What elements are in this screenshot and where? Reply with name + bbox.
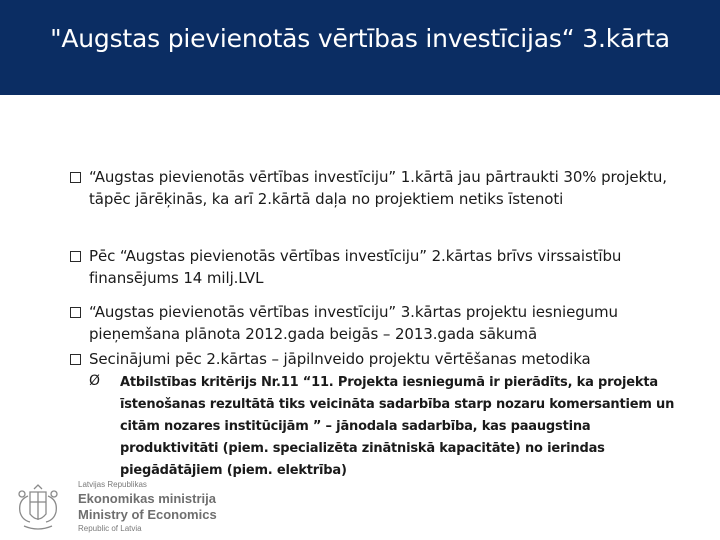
logo-ministry-lv: Ekonomikas ministrija	[78, 491, 216, 506]
square-bullet-icon	[70, 172, 81, 183]
bullet-text: Pēc “Augstas pievienotās vērtības investīciju” 2.kārtas brīvs virssaistību finansējums 14 milj.LVL	[89, 247, 622, 287]
logo-bottom-line: Republic of Latvia	[78, 524, 142, 533]
square-bullet-icon	[70, 251, 81, 262]
arrow-bullet-icon: Ø	[89, 373, 101, 389]
sub-bullet-text: Atbilstības kritērijs Nr.11 “11. Projekta iesniegumā ir pierādīts, ka projekta īstenošanas rezultātā tiks veicināta sadarbība starp nozaru komersantiem un citām nozares institūcijām ” – jānodala sadarbība, kas paaugstina produktivitāti (piem. specializēta zinātniskā kapacitāte) no ierindas piegādātājiem (piem. elektrība)	[120, 375, 675, 478]
square-bullet-icon	[70, 354, 81, 365]
logo-ministry-en: Ministry of Economics	[78, 507, 217, 522]
square-bullet-icon	[70, 307, 81, 318]
ministry-logo	[8, 470, 248, 535]
logo-top-line: Latvijas Republikas	[78, 480, 147, 489]
bullet-text: “Augstas pievienotās vērtības investīciju” 1.kārtā jau pārtraukti 30% projektu, tāpēc jārēķinās, ka arī 2.kārtā daļa no projektiem netiks īstenoti	[89, 168, 667, 208]
bullet-text: Secinājumi pēc 2.kārtas – jāpilnveido projektu vērtēšanas metodika	[89, 350, 591, 368]
slide-title: "Augstas pievienotās vērtības investīcijas“ 3.kārta	[50, 24, 670, 53]
coat-of-arms-icon	[8, 484, 68, 534]
title-bar	[0, 0, 720, 95]
bullet-text: “Augstas pievienotās vērtības investīciju” 3.kārtas projektu iesniegumu pieņemšana plānota 2012.gada beigās – 2013.gada sākumā	[89, 303, 618, 343]
